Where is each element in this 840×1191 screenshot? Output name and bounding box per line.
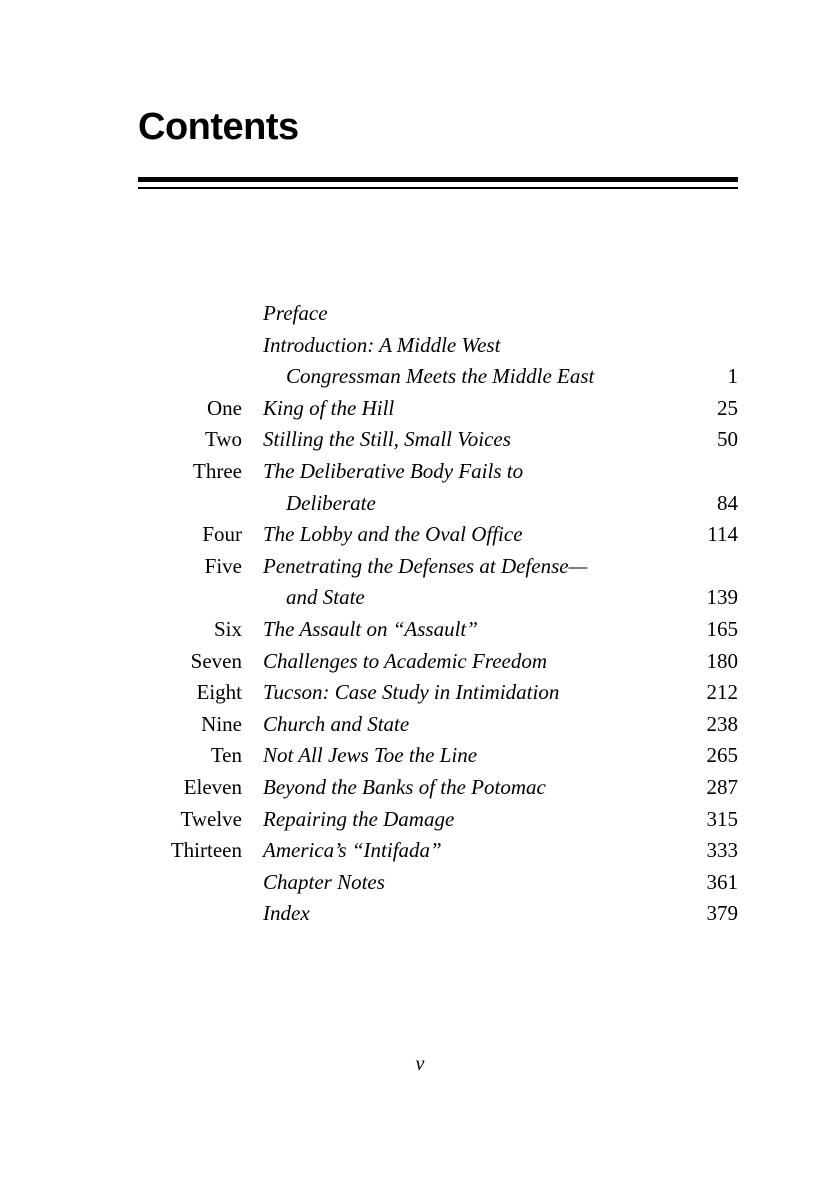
chapter-title: King of the Hill	[263, 395, 395, 420]
header-rule-thick	[138, 177, 738, 182]
chapter-number: Seven	[190, 648, 242, 673]
chapter-title: Stilling the Still, Small Voices	[263, 427, 511, 452]
toc-entry-chapter-eleven	[0, 772, 840, 804]
toc-entry-chapter-twelve	[0, 804, 840, 836]
page-number: 50	[717, 427, 738, 452]
chapter-number: Three	[193, 458, 242, 483]
chapter-title: Repairing the Damage	[263, 806, 455, 831]
page-number: 25	[717, 395, 738, 420]
toc-entry-introduction	[0, 330, 840, 362]
toc-entry-chapter-nine	[0, 709, 840, 741]
chapter-title: Chapter Notes	[263, 869, 385, 894]
chapter-title: Preface	[263, 301, 328, 325]
page-folio: v	[415, 1053, 425, 1075]
chapter-title: Tucson: Case Study in Intimidation	[263, 680, 560, 705]
table-of-contents	[0, 298, 840, 930]
toc-entry-chapter-three	[0, 456, 840, 488]
chapter-title: The Deliberative Body Fails to	[263, 458, 524, 483]
toc-entry-chapter-seven	[0, 646, 840, 678]
page-number: 315	[706, 806, 738, 831]
chapter-number: Six	[213, 616, 242, 641]
page-number: 379	[706, 901, 738, 926]
chapter-title: Not All Jews Toe the Line	[263, 743, 478, 768]
chapter-title: Penetrating the Defenses at Defense—	[263, 553, 588, 578]
chapter-title-continued: and State	[286, 585, 365, 610]
toc-entry-preface	[0, 298, 840, 330]
chapter-number: Nine	[201, 711, 242, 736]
chapter-title: The Lobby and the Oval Office	[263, 522, 523, 547]
chapter-number: Four	[202, 522, 242, 547]
chapter-number: Eleven	[183, 774, 242, 799]
page-number: 139	[706, 585, 738, 610]
chapter-title-continued: Congressman Meets the Middle East	[286, 364, 595, 389]
toc-entry-chapter-four	[0, 519, 840, 551]
chapter-number: One	[207, 395, 242, 420]
page-number: 361	[706, 869, 738, 894]
toc-entry-chapter-five-continued	[0, 582, 840, 614]
toc-entry-chapter-three-continued	[0, 488, 840, 520]
page-number: 333	[706, 838, 738, 863]
page-number: 84	[717, 490, 738, 515]
chapter-title: Introduction: A Middle West	[263, 332, 501, 357]
chapter-title-continued: Deliberate	[286, 490, 376, 515]
toc-entry-chapter-eight	[0, 677, 840, 709]
page-number: 238	[706, 711, 738, 736]
toc-entry-chapter-two	[0, 424, 840, 456]
chapter-title: Beyond the Banks of the Potomac	[263, 774, 546, 799]
page-number: 180	[706, 648, 738, 673]
chapter-number: Thirteen	[170, 838, 242, 863]
header-rule-thin	[138, 187, 738, 189]
page-number: 287	[706, 774, 738, 799]
toc-entry-chapter-notes	[0, 867, 840, 899]
chapter-title: Challenges to Academic Freedom	[263, 648, 548, 673]
page-number: 212	[706, 680, 738, 705]
chapter-title: America’s “Intifada”	[263, 838, 442, 863]
page-number: 114	[707, 522, 738, 547]
toc-entry-chapter-six	[0, 614, 840, 646]
page-title: Contents	[138, 106, 299, 148]
page-number: 1	[727, 364, 738, 389]
toc-entry-chapter-thirteen	[0, 835, 840, 867]
toc-entry-chapter-five	[0, 551, 840, 583]
chapter-title: Index	[263, 901, 310, 926]
toc-entry-index	[0, 898, 840, 930]
toc-entry-chapter-one	[0, 393, 840, 425]
toc-entry-introduction-continued	[0, 361, 840, 393]
page-number: 165	[706, 616, 738, 641]
chapter-number: Two	[204, 427, 242, 452]
chapter-number: Ten	[210, 743, 242, 768]
chapter-title: The Assault on “Assault”	[263, 616, 478, 641]
chapter-number: Five	[204, 553, 242, 578]
toc-entry-chapter-ten	[0, 740, 840, 772]
page-number: 265	[706, 743, 738, 768]
chapter-number: Twelve	[180, 806, 242, 831]
chapter-number: Eight	[196, 680, 242, 705]
chapter-title: Church and State	[263, 711, 410, 736]
